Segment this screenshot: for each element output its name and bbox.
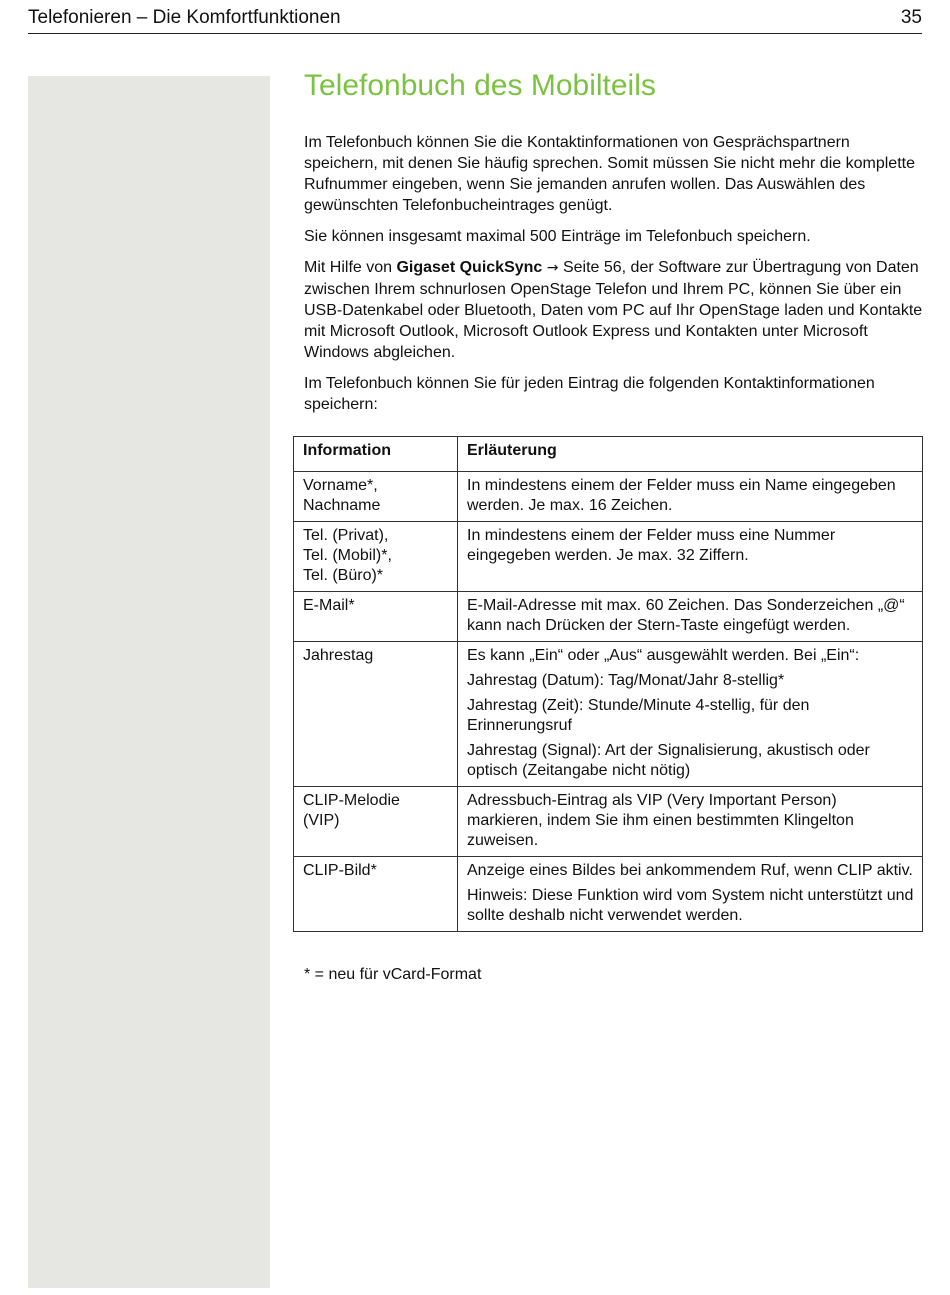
description-line: E-Mail-Adresse mit max. 60 Zeichen. Das Sonderzeichen „@“ kann nach Drücken der Stern-Taste eingefügt werden. (467, 597, 905, 634)
description-line: Hinweis: Diese Funktion wird vom System nicht unterstützt und sollte deshalb nicht verwendet werden. (467, 887, 914, 924)
description-line: Es kann „Ein“ oder „Aus“ ausgewählt werden. Bei „Ein“: (467, 647, 860, 664)
info-cell (294, 857, 458, 932)
arrow-right-icon: → (546, 260, 559, 276)
description-line: In mindestens einem der Felder muss eine Nummer eingegeben werden. Je max. 32 Ziffern. (467, 527, 836, 564)
info-line: CLIP-Bild* (303, 862, 377, 879)
description-line: Anzeige eines Bildes bei ankommendem Ruf, wenn CLIP aktiv. (467, 862, 913, 879)
info-line: Vorname*, (303, 477, 378, 494)
info-line: Tel. (Büro)* (303, 567, 384, 584)
sidebar-margin (28, 76, 270, 1288)
header-title: Telefonieren – Die Komfortfunktionen (28, 7, 341, 28)
intro-paragraph: Im Telefonbuch können Sie die Kontaktinformationen von Gesprächspartnern speichern, mit denen Sie häufig sprechen. Somit müssen Sie nicht mehr die komplette Rufnummer eingeben, wenn Sie jemanden anrufen wollen. Das Auswählen des gewünschten Telefonbucheintrages genügt. (304, 134, 915, 214)
info-line: Tel. (Mobil)*, (303, 547, 392, 564)
description-cell (458, 857, 923, 932)
description-cell (458, 642, 923, 787)
info-cell (294, 787, 458, 857)
info-line: CLIP-Melodie (303, 792, 400, 809)
capacity-paragraph: Sie können insgesamt maximal 500 Einträge im Telefonbuch speichern. (304, 228, 811, 245)
description-line: Jahrestag (Signal): Art der Signalisierung, akustisch oder optisch (Zeitangabe nicht nötig) (467, 742, 870, 779)
column-header-explanation: Erläuterung (458, 437, 923, 472)
info-cell (294, 472, 458, 522)
contact-info-table (293, 436, 923, 932)
description-line: Jahrestag (Zeit): Stunde/Minute 4-stellig, für den Erinnerungsruf (467, 697, 810, 734)
description-cell (458, 522, 923, 592)
page-number: 35 (900, 7, 922, 28)
description-cell (458, 592, 923, 642)
table-row (294, 642, 923, 787)
description-line: Jahrestag (Datum): Tag/Monat/Jahr 8-stellig* (467, 672, 785, 689)
quicksync-paragraph (304, 257, 924, 363)
info-cell (294, 642, 458, 787)
table-row (294, 592, 923, 642)
description-cell (458, 787, 923, 857)
table-row (294, 472, 923, 522)
info-line: E-Mail* (303, 597, 355, 614)
description-line: Adressbuch-Eintrag als VIP (Very Important Person) markieren, indem Sie ihm einen bestimmten Klingelton zuweisen. (467, 792, 854, 849)
description-cell (458, 472, 923, 522)
table-intro-paragraph: Im Telefonbuch können Sie für jeden Eintrag die folgenden Kontaktinformationen speichern: (304, 375, 875, 413)
info-line: (VIP) (303, 812, 340, 829)
quicksync-pre-text: Mit Hilfe von (304, 259, 397, 276)
table-row (294, 857, 923, 932)
info-line: Nachname (303, 497, 381, 514)
table-header-row (294, 437, 923, 472)
quicksync-post-text: Seite 56, der Software zur Übertragung von Daten zwischen Ihrem schnurlosen OpenStage Telefon und Ihrem PC, können Sie über ein USB-Datenkabel oder Bluetooth, Daten vom PC auf Ihr OpenStage laden und Kontakte mit Microsoft Outlook, Microsoft Outlook Express und Kontakten unter Microsoft Windows abgleichen. (304, 259, 923, 361)
info-line: Tel. (Privat), (303, 527, 389, 544)
page-title: Telefonbuch des Mobilteils (304, 69, 656, 102)
info-line: Jahrestag (303, 647, 374, 664)
info-cell (294, 522, 458, 592)
quicksync-link-text: Gigaset QuickSync (396, 259, 543, 276)
table-row (294, 522, 923, 592)
main-content (304, 66, 924, 415)
table-row (294, 787, 923, 857)
info-cell (294, 592, 458, 642)
column-header-information: Information (294, 437, 458, 472)
description-line: In mindestens einem der Felder muss ein Name eingegeben werden. Je max. 16 Zeichen. (467, 477, 896, 514)
page-header (28, 6, 922, 34)
footnote: * = neu für vCard-Format (304, 966, 482, 983)
